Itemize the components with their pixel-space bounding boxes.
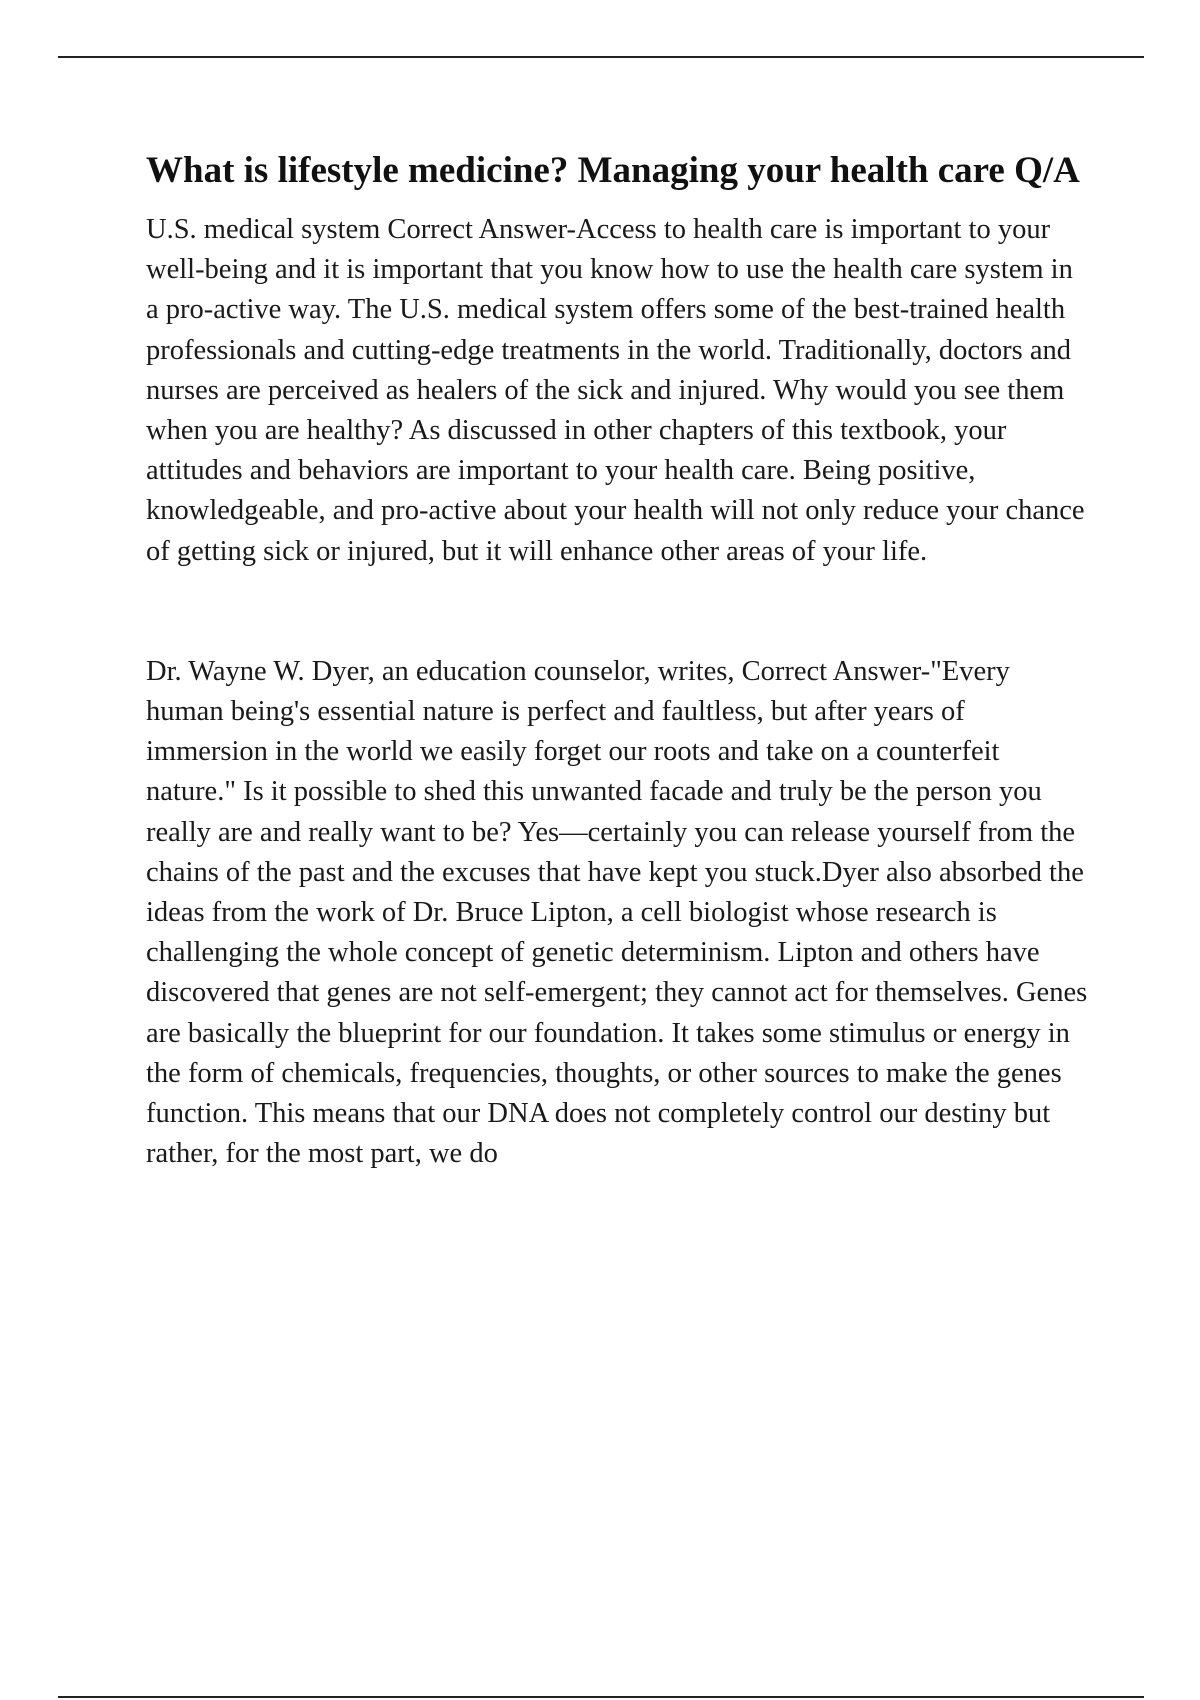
footer-rule	[58, 1696, 1144, 1698]
header-rule	[58, 56, 1144, 58]
qa-entry-us-medical-system: U.S. medical system Correct Answer-Access to health care is important to your well-being and it is important that you know how to use the health care system in a pro-active way. The U.S. medical system offers some of the best-trained health professionals and cutting-edge treatments in the world. Traditionally, doctors and nurses are perceived as healers of the sick and injured. Why would you see them when you are healthy? As discussed in other chapters of this textbook, your attitudes and behaviors are important to your health care. Being positive, knowledgeable, and pro-active about your health will not only reduce your chance of getting sick or injured, but it will enhance other areas of your life.	[146, 214, 1085, 567]
page-content	[146, 146, 1090, 1174]
qa-entry-wayne-dyer: Dr. Wayne W. Dyer, an education counselor, writes, Correct Answer-"Every human being's essential nature is perfect and faultless, but after years of immersion in the world we easily forget our roots and take on a counterfeit nature." Is it possible to shed this unwanted facade and truly be the person you really are and really want to be? Yes—certainly you can release yourself from the chains of the past and the excuses that have kept you stuck.Dyer also absorbed the ideas from the work of Dr. Bruce Lipton, a cell biologist whose research is challenging the whole concept of genetic determinism. Lipton and others have discovered that genes are not self-emergent; they cannot act for themselves. Genes are basically the blueprint for our foundation. It takes some stimulus or energy in the form of chemicals, frequencies, thoughts, or other sources to make the genes function. This means that our DNA does not completely control our destiny but rather, for the most part, we do	[146, 655, 1088, 1170]
document-title: What is lifestyle medicine? Managing your health care Q/A	[146, 150, 1080, 191]
